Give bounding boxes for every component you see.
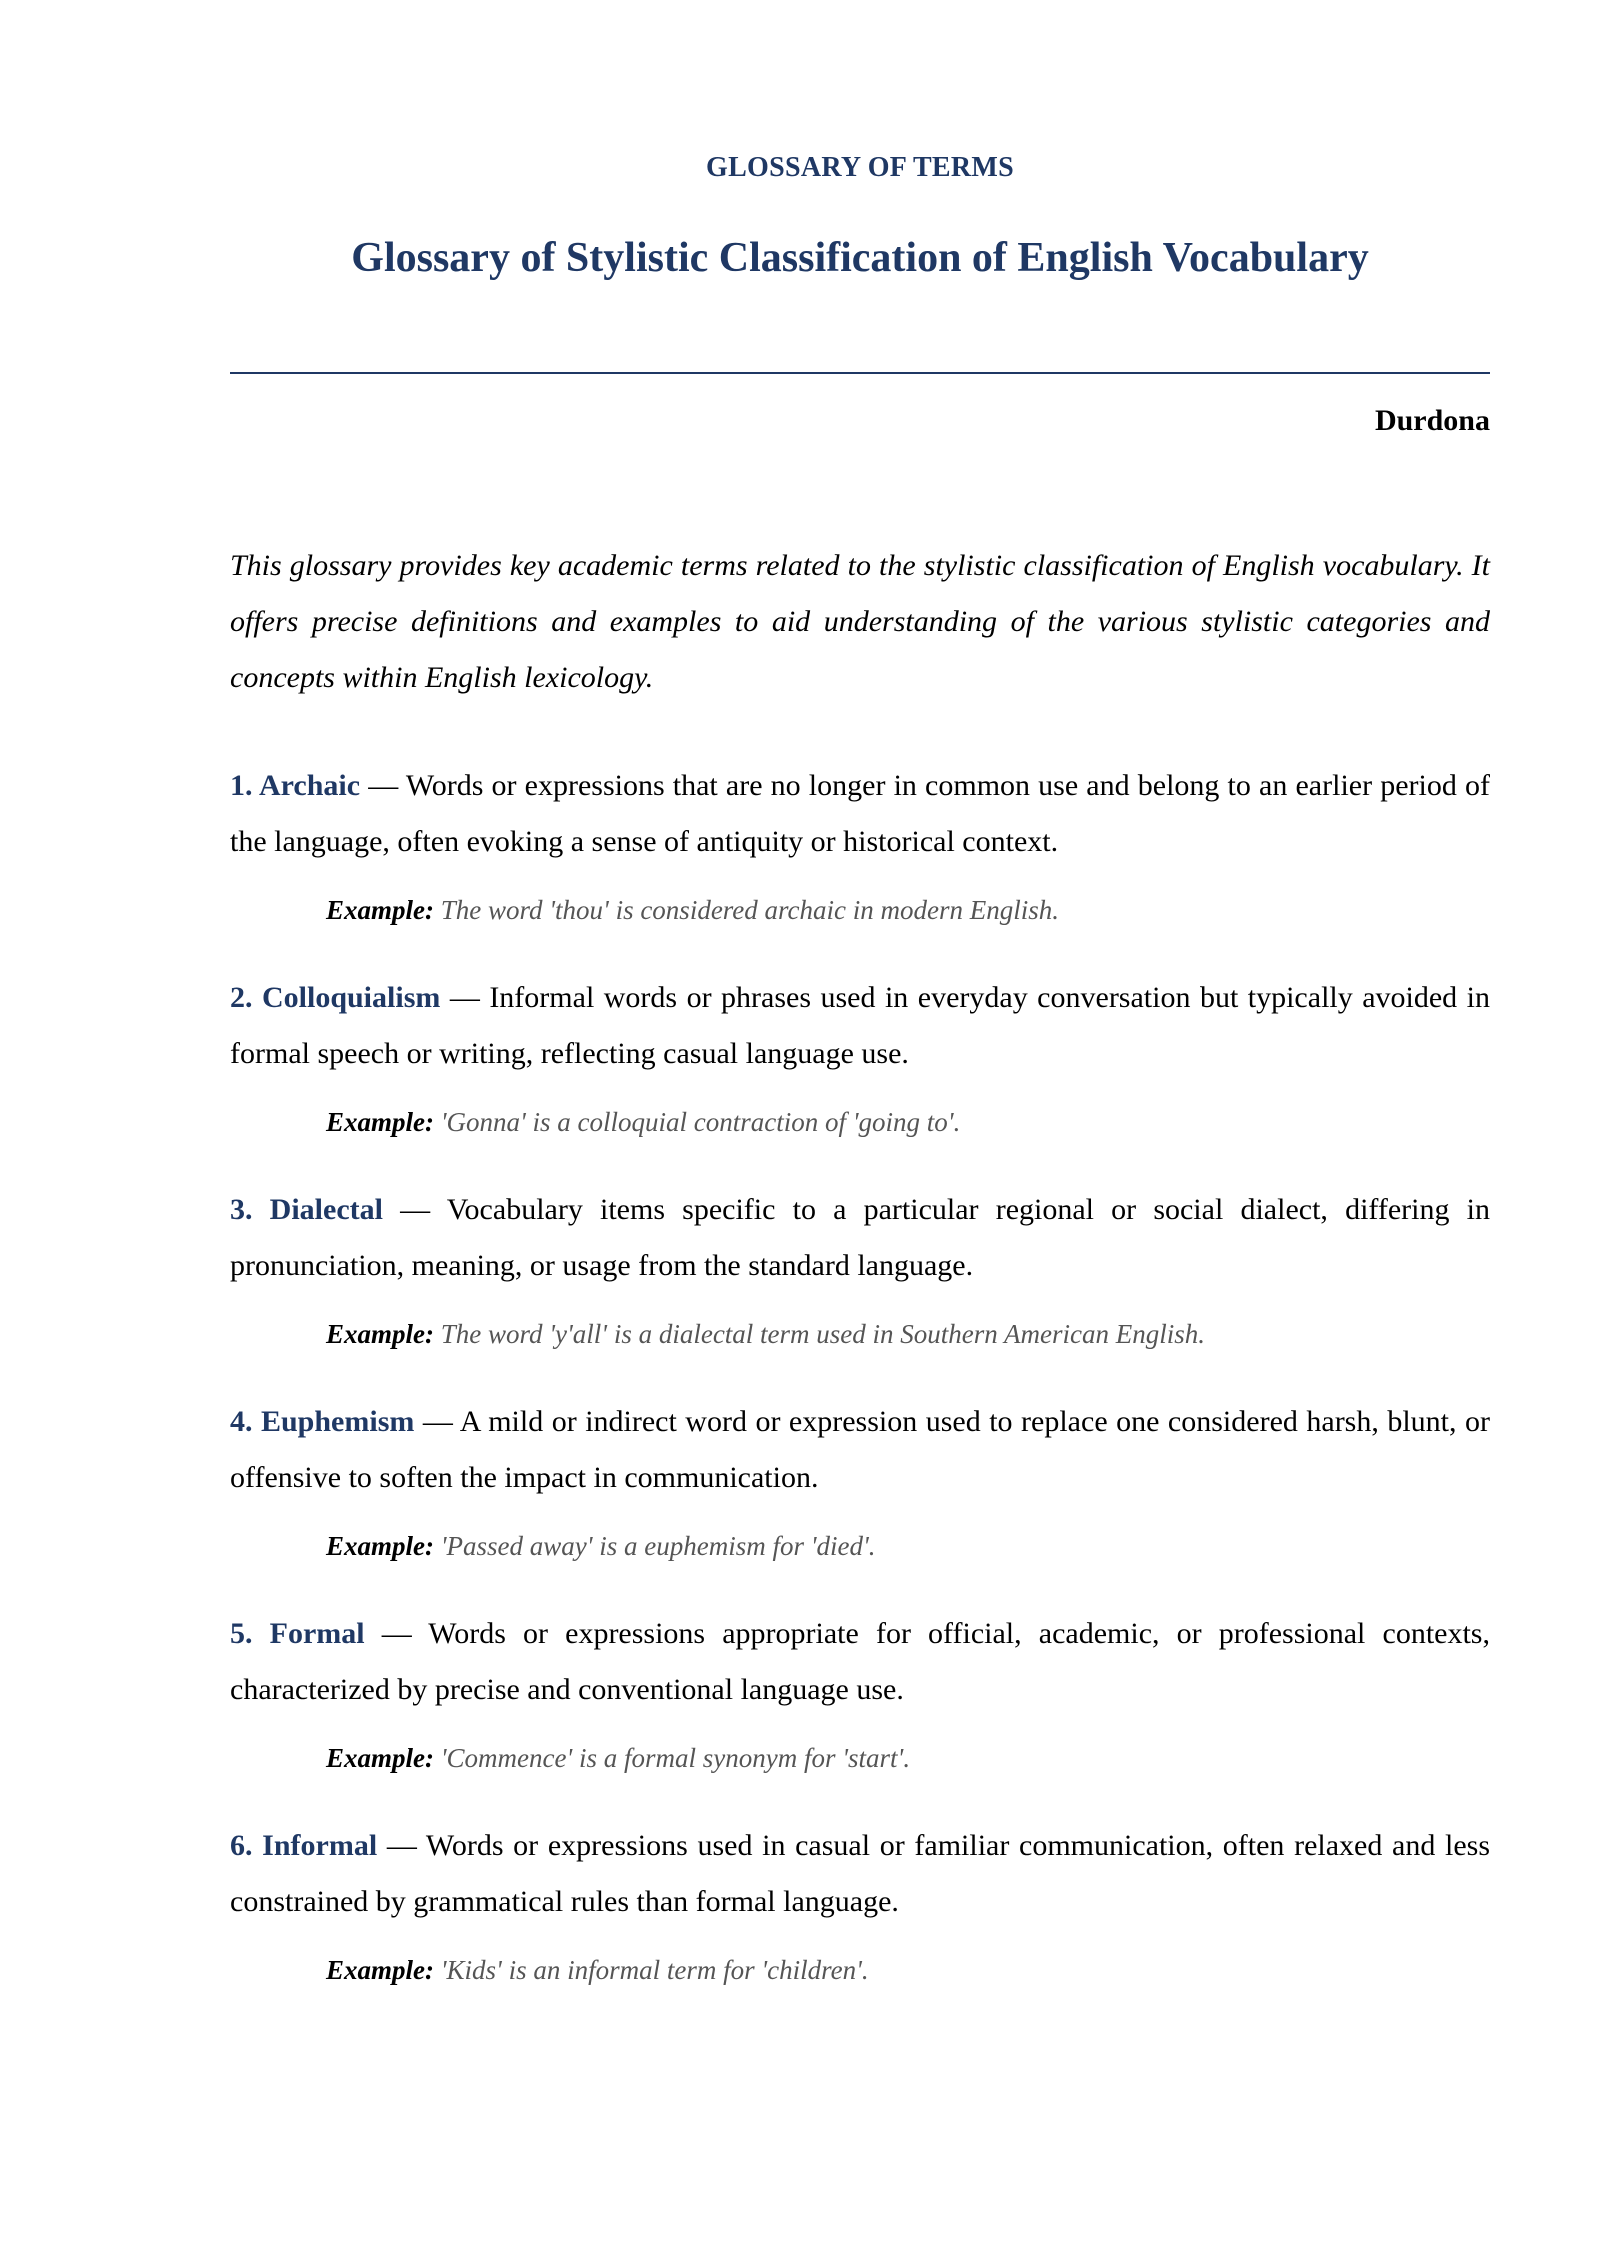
entry-example bbox=[230, 890, 1490, 930]
glossary-entry bbox=[230, 1818, 1490, 1990]
entry-example bbox=[230, 1102, 1490, 1142]
entry-definition bbox=[230, 758, 1490, 870]
example-label: Example: bbox=[326, 895, 434, 925]
author-name: Durdona bbox=[1374, 404, 1490, 437]
title-divider bbox=[230, 372, 1490, 374]
entry-definition-text: — Words or expressions used in casual or familiar communication, often relaxed and less constrained by grammatical rules than formal language. bbox=[230, 1829, 1490, 1918]
entry-term: 3. Dialectal bbox=[230, 1193, 383, 1226]
entry-definition bbox=[230, 1182, 1490, 1294]
example-text: The word 'thou' is considered archaic in modern English. bbox=[434, 895, 1060, 925]
entry-example bbox=[230, 1738, 1490, 1778]
entry-definition bbox=[230, 1394, 1490, 1506]
example-label: Example: bbox=[326, 1531, 434, 1561]
glossary-entry bbox=[230, 970, 1490, 1142]
entry-definition-text: — A mild or indirect word or expression used to replace one considered harsh, blunt, or offensive to soften the impact in communication. bbox=[230, 1405, 1490, 1494]
example-text: 'Passed away' is a euphemism for 'died'. bbox=[434, 1531, 876, 1561]
header-label: GLOSSARY OF TERMS bbox=[705, 152, 1015, 183]
page-title: Glossary of Stylistic Classification of English Vocabulary bbox=[351, 235, 1369, 281]
example-label: Example: bbox=[326, 1955, 434, 1985]
example-text: 'Gonna' is a colloquial contraction of 'going to'. bbox=[434, 1107, 961, 1137]
intro-paragraph: This glossary provides key academic terms related to the stylistic classification of English vocabulary. It offers precise definitions and examples to aid understanding of the various stylistic categories and concepts within English lexicology. bbox=[230, 549, 1490, 694]
example-text: 'Kids' is an informal term for 'children'. bbox=[434, 1955, 869, 1985]
glossary-entry bbox=[230, 758, 1490, 930]
entry-definition bbox=[230, 1818, 1490, 1930]
entry-term: 2. Colloquialism bbox=[230, 981, 441, 1014]
entry-example bbox=[230, 1526, 1490, 1566]
glossary-entry bbox=[230, 1606, 1490, 1778]
entry-definition-text: — Words or expressions that are no longer in common use and belong to an earlier period of the language, often evoking a sense of antiquity or historical context. bbox=[230, 769, 1490, 858]
entry-definition bbox=[230, 970, 1490, 1082]
entry-term: 6. Informal bbox=[230, 1829, 378, 1862]
glossary-entry bbox=[230, 1182, 1490, 1354]
example-label: Example: bbox=[326, 1319, 434, 1349]
entry-term: 5. Formal bbox=[230, 1617, 365, 1650]
entry-term: 4. Euphemism bbox=[230, 1405, 415, 1438]
glossary-entry bbox=[230, 1394, 1490, 1566]
entry-definition-text: — Vocabulary items specific to a particular regional or social dialect, differing in pronunciation, meaning, or usage from the standard language. bbox=[230, 1193, 1491, 1282]
entry-example bbox=[230, 1950, 1490, 1990]
entry-term: 1. Archaic bbox=[230, 769, 361, 802]
example-label: Example: bbox=[326, 1107, 434, 1137]
example-label: Example: bbox=[326, 1743, 434, 1773]
entry-definition-text: — Words or expressions appropriate for official, academic, or professional contexts, characterized by precise and conventional language use. bbox=[230, 1617, 1490, 1706]
entry-definition-text: — Informal words or phrases used in everyday conversation but typically avoided in formal speech or writing, reflecting casual language use. bbox=[230, 981, 1490, 1070]
entry-example bbox=[230, 1314, 1490, 1354]
example-text: 'Commence' is a formal synonym for 'start'. bbox=[434, 1743, 911, 1773]
entry-definition bbox=[230, 1606, 1490, 1718]
example-text: The word 'y'all' is a dialectal term used in Southern American English. bbox=[434, 1319, 1206, 1349]
